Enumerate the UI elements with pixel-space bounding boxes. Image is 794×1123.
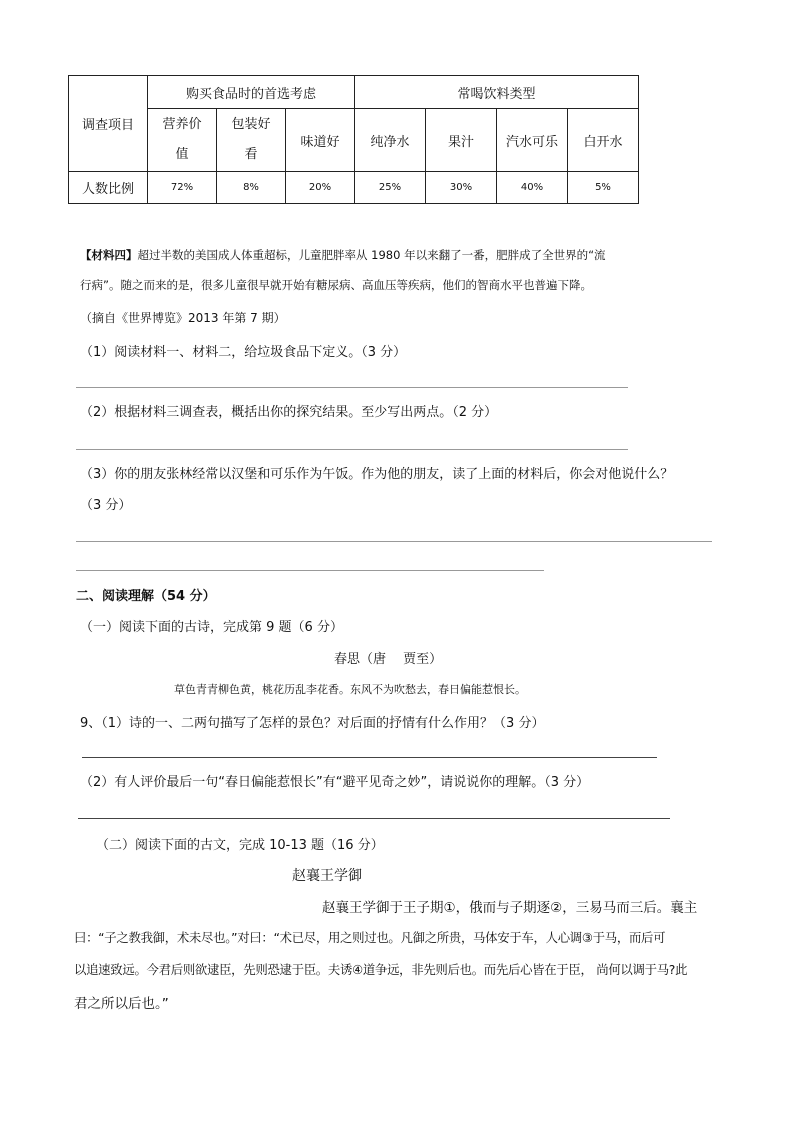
question-9-2: （2）有人评价最后一句“春日偏能惹恨长”有“避平见奇之妙”，请说说你的理解。（3 分） <box>80 775 590 790</box>
poem-text: 草色青青柳色黄，桃花历乱李花香。东风不为吹愁去，春日偏能惹恨长。 <box>174 683 526 696</box>
table-cell: 40% <box>497 172 568 204</box>
survey-table <box>68 75 639 204</box>
answer-line <box>78 818 670 819</box>
question-3-line1: （3）你的朋友张林经常以汉堡和可乐作为午饭。作为他的朋友，读了上面的材料后，你会对他说什么？ <box>80 467 674 482</box>
row-label-ratio: 人数比例 <box>69 172 148 204</box>
group-header-food: 购买食品时的首选考虑 <box>148 76 355 109</box>
section-2-title: 二、阅读理解（54 分） <box>76 589 216 604</box>
question-3-line2: （3 分） <box>80 498 132 513</box>
prose-line-2: 曰：“子之教我御，术未尽也。”对曰：“术已尽，用之则过也。凡御之所贵，马体安于车，人心调③于马，而后可 <box>74 930 666 945</box>
material4-text-line2: 行病”。随之而来的是，很多儿童很早就开始有糖尿病、高血压等疾病，他们的智商水平也普遍下降。 <box>80 278 592 292</box>
answer-line <box>76 449 628 450</box>
answer-line <box>82 757 657 758</box>
col-header-juice: 果汁 <box>426 109 497 172</box>
col-header-soda: 汽水可乐 <box>497 109 568 172</box>
col-header-taste: 味道好 <box>286 109 355 172</box>
question-1: （1）阅读材料一、材料二，给垃圾食品下定义。（3 分） <box>80 345 407 360</box>
material4-line1 <box>80 247 606 263</box>
material4-source: （摘自《世界博览》2013 年第 7 期） <box>80 311 286 325</box>
col-header-nutrition <box>148 109 217 172</box>
col-header-packaging-line1: 包装好 <box>231 117 271 132</box>
answer-line <box>76 541 712 542</box>
col-header-packaging <box>217 109 286 172</box>
col-header-water: 纯净水 <box>355 109 426 172</box>
table-cell: 8% <box>217 172 286 204</box>
material4-label: 【材料四】 <box>80 248 138 262</box>
question-9-1: 9、（1）诗的一、二两句描写了怎样的景色？对后面的抒情有什么作用？（3 分） <box>80 716 545 731</box>
prose-line-1: 赵襄王学御于王子期①，俄而与子期逐②，三易马而三后。襄主 <box>322 900 698 916</box>
table-cell: 30% <box>426 172 497 204</box>
question-2: （2）根据材料三调查表，概括出你的探究结果。至少写出两点。（2 分） <box>80 405 498 420</box>
part-2-intro: （二）阅读下面的古文，完成 10-13 题（16 分） <box>96 838 384 853</box>
col-header-packaging-line2: 看 <box>244 147 258 162</box>
col-header-nutrition-line2: 值 <box>175 147 189 162</box>
prose-line-4: 君之所以后也。” <box>74 996 169 1012</box>
prose-title: 赵襄王学御 <box>292 868 362 884</box>
table-cell: 72% <box>148 172 217 204</box>
row-header-cell: 调查项目 <box>69 76 148 172</box>
answer-line <box>76 387 628 388</box>
table-cell: 25% <box>355 172 426 204</box>
group-header-drinks: 常喝饮料类型 <box>355 76 639 109</box>
table-cell: 20% <box>286 172 355 204</box>
answer-line <box>76 570 544 571</box>
col-header-boiled-water: 白开水 <box>568 109 639 172</box>
prose-line-3: 以追速致远。今君后则欲逮臣，先则恐逮于臣。夫诱④道争远，非先则后也。而先后心皆在于臣， 尚何以调于马?此 <box>74 962 688 977</box>
material4-text-line1: 超过半数的美国成人体重超标，儿童肥胖率从 1980 年以来翻了一番，肥胖成了全世界的“流 <box>137 248 606 262</box>
poem-title: 春思（唐 贾至） <box>334 652 443 667</box>
part-1-intro: （一）阅读下面的古诗，完成第 9 题（6 分） <box>80 620 343 635</box>
table-cell: 5% <box>568 172 639 204</box>
col-header-nutrition-line1: 营养价 <box>162 117 202 132</box>
